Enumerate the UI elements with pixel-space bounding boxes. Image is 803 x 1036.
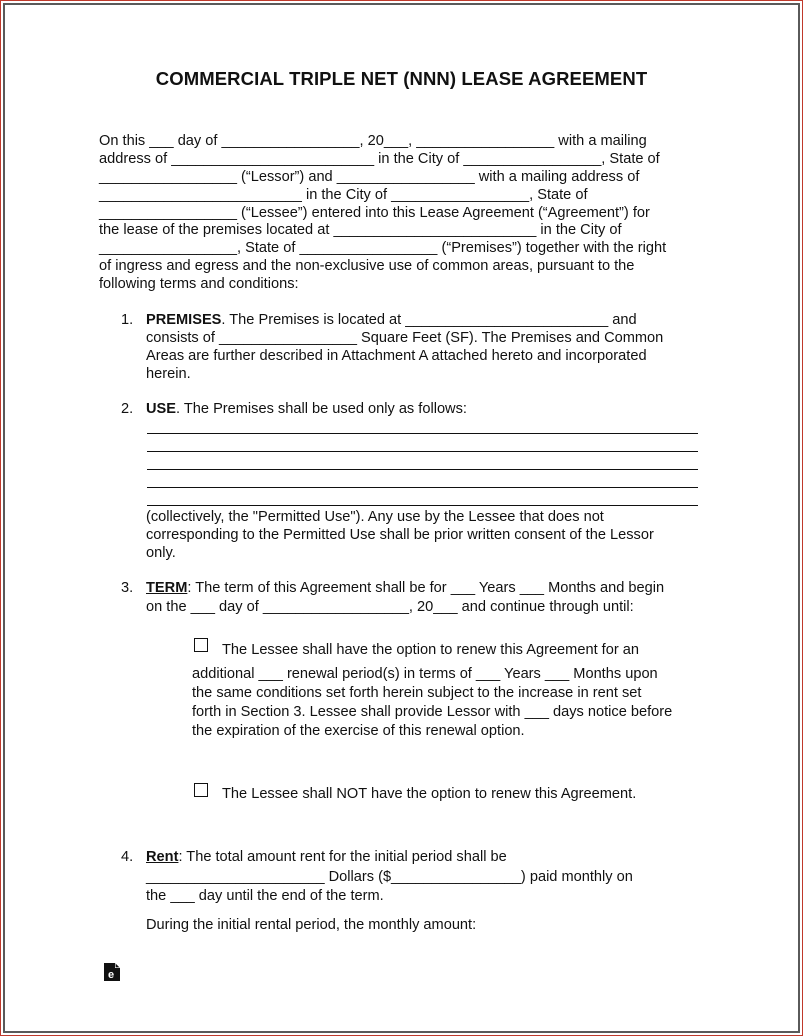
- permitted-use-blank-line[interactable]: [147, 433, 698, 434]
- eforms-logo-glyph: e: [107, 969, 115, 981]
- section-line: consists of _________________ Square Feet (SF). The Premises and Common: [146, 330, 664, 346]
- section-line: on the ___ day of __________________, 20___ and continue through until:: [146, 599, 634, 615]
- section-text: : The total amount rent for the initial period shall be: [178, 849, 507, 865]
- intro-line: On this ___ day of _________________, 20___, _________________ with a mailing: [99, 133, 647, 149]
- permitted-use-blank-line[interactable]: [147, 487, 698, 488]
- intro-line: the lease of the premises located at _________________________ in the City of: [99, 222, 622, 238]
- intro-line: following terms and conditions:: [99, 276, 299, 292]
- section-line: ______________________ Dollars ($________________) paid monthly on: [146, 869, 633, 885]
- section-number: 4.: [121, 849, 134, 865]
- permitted-use-blank-line[interactable]: [147, 469, 698, 470]
- section-text: : The term of this Agreement shall be for ___ Years ___ Months and begin: [187, 580, 665, 596]
- section-use-first-line: [146, 401, 467, 419]
- renew-option-label: The Lessee shall have the option to renew this Agreement for an: [222, 642, 639, 658]
- document-title: COMMERCIAL TRIPLE NET (NNN) LEASE AGREEMENT: [155, 68, 648, 89]
- renew-option-line: additional ___ renewal period(s) in terms of ___ Years ___ Months upon: [192, 666, 658, 682]
- section-heading: PREMISES: [146, 312, 222, 328]
- permitted-use-blank-line[interactable]: [147, 505, 698, 506]
- section-line: During the initial rental period, the monthly amount:: [146, 917, 477, 933]
- section-premises-first-line: [146, 312, 637, 330]
- section-heading: TERM: [146, 580, 188, 596]
- section-line: only.: [146, 545, 176, 561]
- section-number: 1.: [121, 312, 134, 328]
- intro-line: address of _________________________ in the City of _________________, State of: [99, 151, 660, 167]
- section-term-first-line: [146, 580, 664, 598]
- section-number: 2.: [121, 401, 134, 417]
- no-renew-option-label: The Lessee shall NOT have the option to renew this Agreement.: [222, 786, 637, 802]
- section-text: . The Premises shall be used only as follows:: [176, 401, 467, 417]
- section-heading: Rent: [146, 849, 179, 865]
- intro-line: _________________________ in the City of _________________, State of: [99, 187, 588, 203]
- section-line: Areas are further described in Attachment A attached hereto and incorporated: [146, 348, 647, 364]
- section-text: . The Premises is located at _________________________ and: [221, 312, 637, 328]
- section-heading: USE: [146, 401, 177, 417]
- section-number: 3.: [121, 580, 134, 596]
- renew-option-line: the expiration of the exercise of this renewal option.: [192, 723, 525, 739]
- section-line: corresponding to the Permitted Use shall be prior written consent of the Lessor: [146, 527, 654, 543]
- renew-option-checkbox[interactable]: [194, 638, 208, 652]
- renew-option-line: the same conditions set forth herein subject to the increase in rent set: [192, 685, 642, 701]
- section-line: herein.: [146, 366, 191, 382]
- section-line: (collectively, the "Permitted Use"). Any use by the Lessee that does not: [146, 509, 604, 525]
- permitted-use-blank-line[interactable]: [147, 451, 698, 452]
- intro-line: of ingress and egress and the non-exclusive use of common areas, pursuant to the: [99, 258, 635, 274]
- intro-line: _________________ (“Lessee”) entered into this Lease Agreement (“Agreement”) for: [99, 205, 650, 221]
- section-line: the ___ day until the end of the term.: [146, 888, 384, 904]
- renew-option-line: forth in Section 3. Lessee shall provide Lessor with ___ days notice before: [192, 704, 673, 720]
- no-renew-option-checkbox[interactable]: [194, 783, 208, 797]
- eforms-logo-icon: [103, 962, 121, 982]
- intro-line: _________________, State of _________________ (“Premises”) together with the right: [99, 240, 667, 256]
- section-rent-first-line: [146, 849, 507, 867]
- intro-line: _________________ (“Lessor”) and _________________ with a mailing address of: [99, 169, 640, 185]
